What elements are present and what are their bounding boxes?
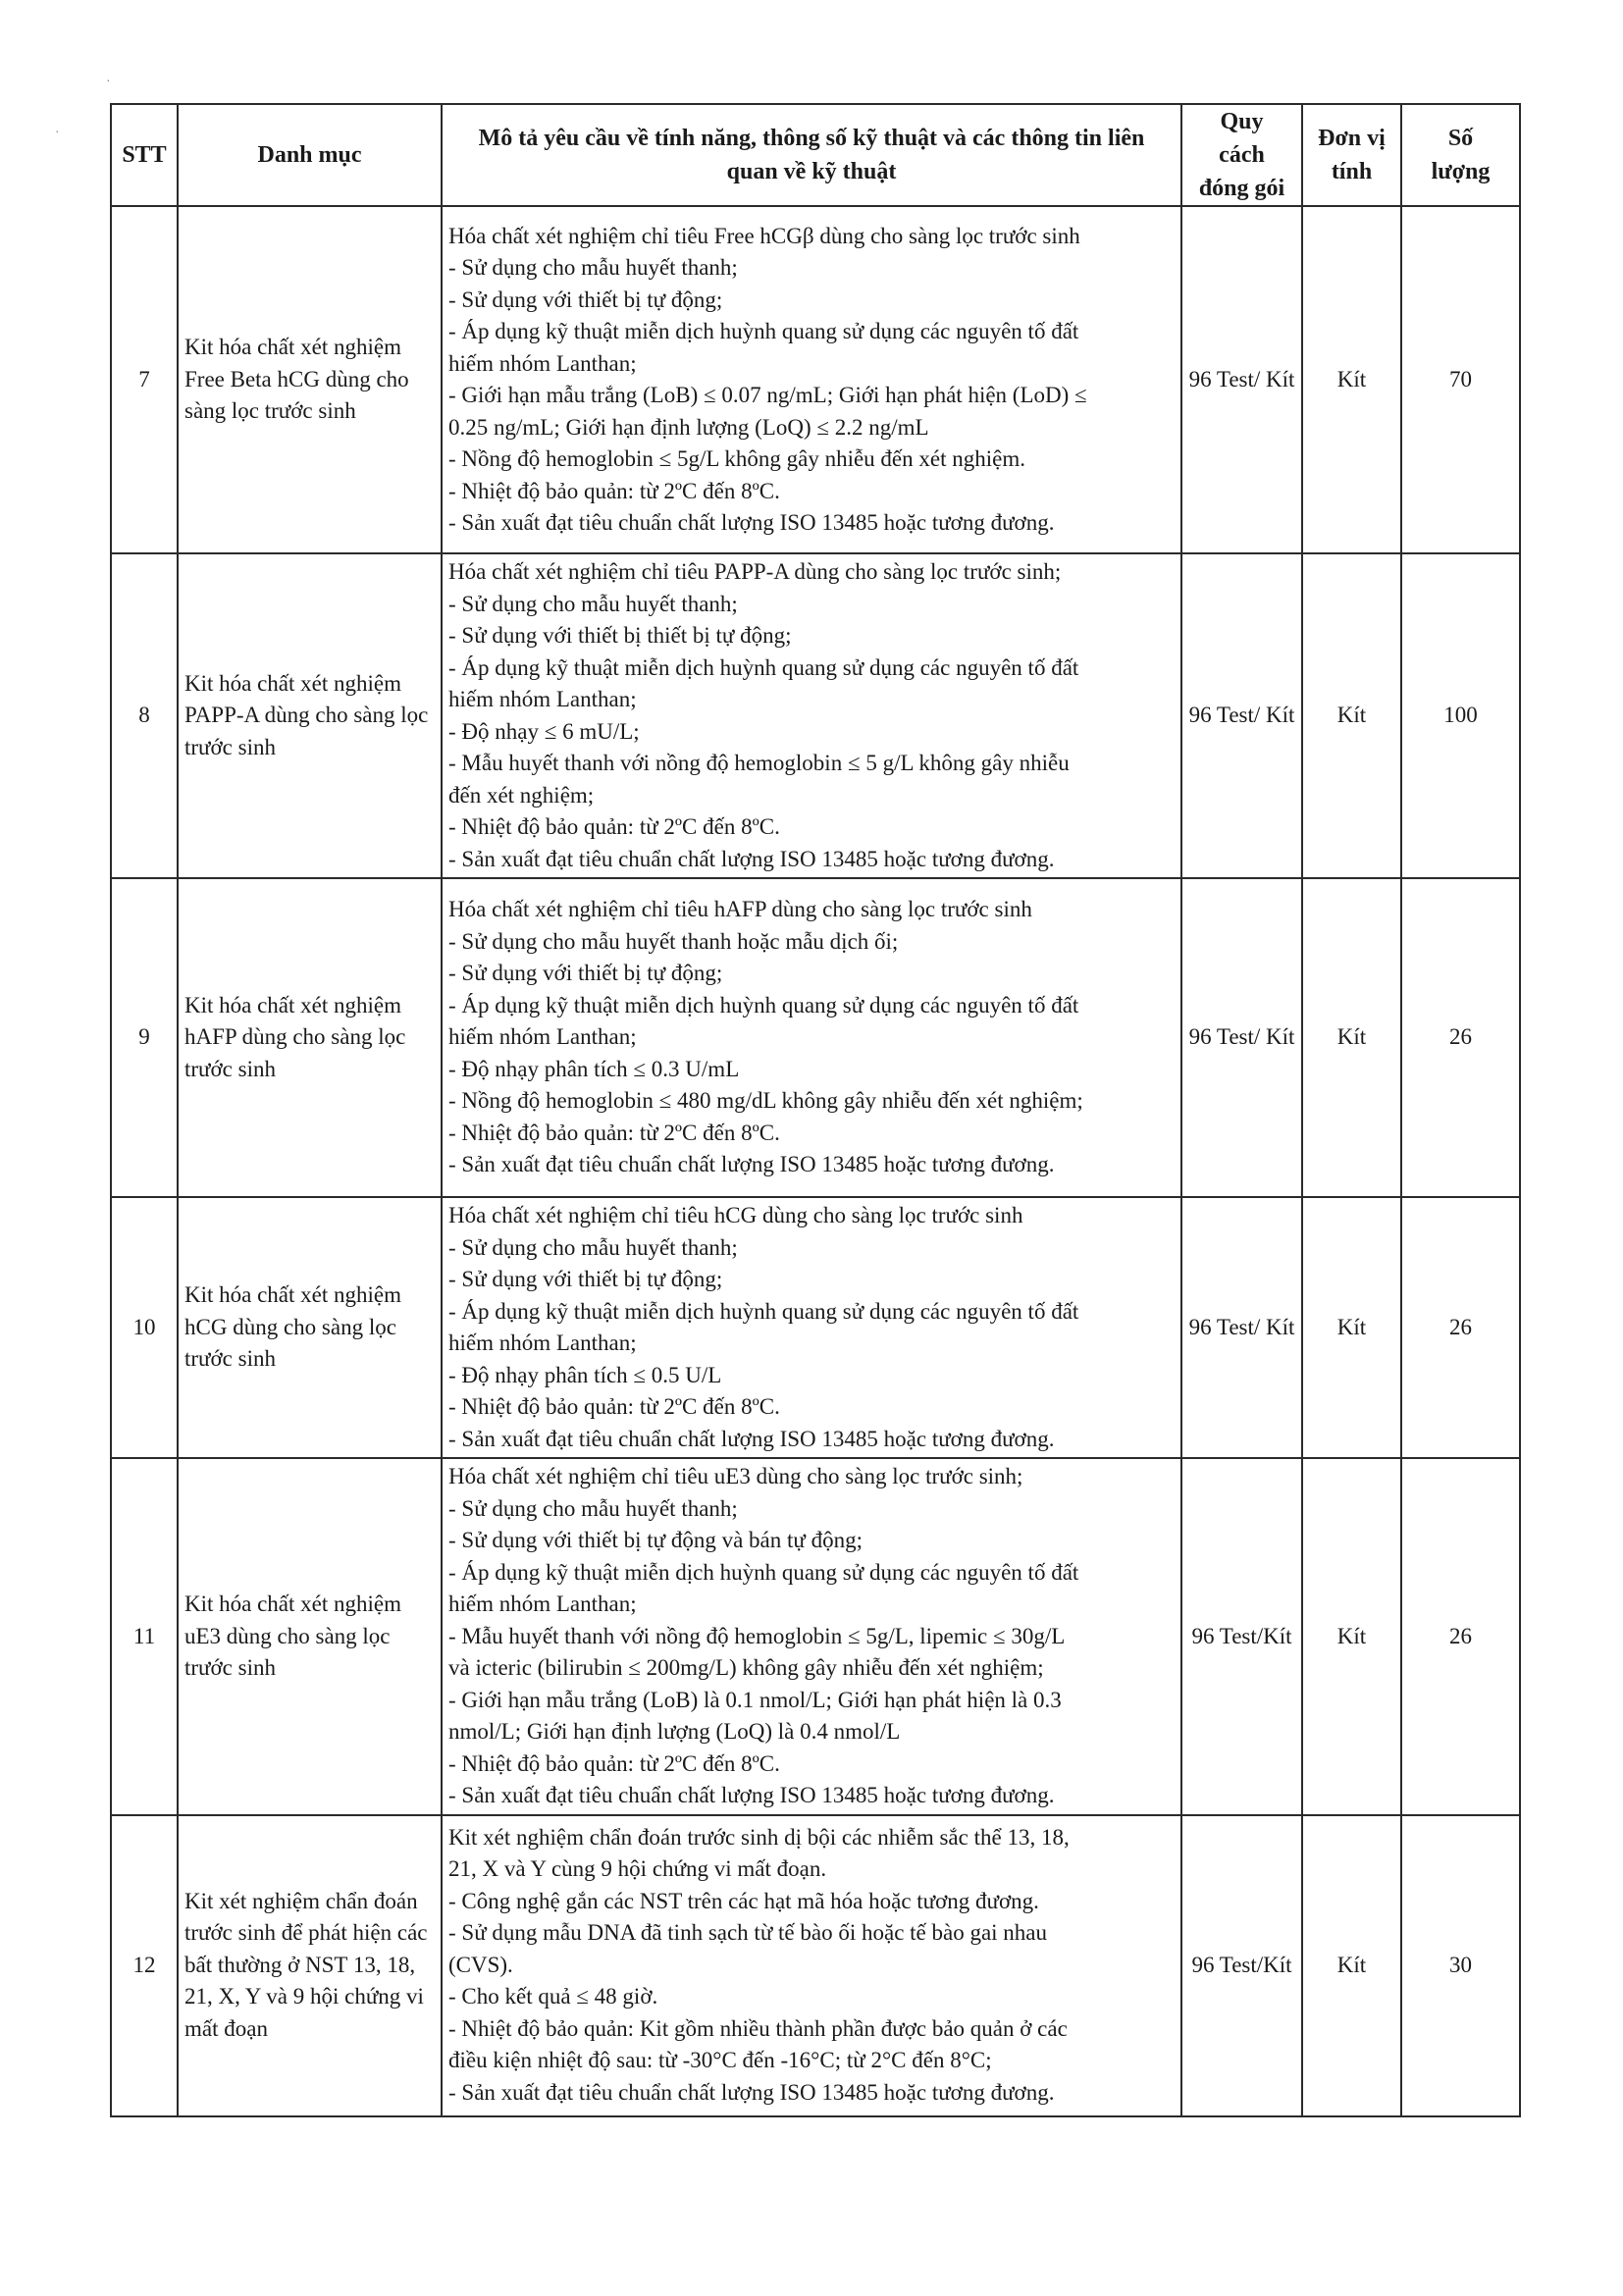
description-line: - Sử dụng với thiết bị tự động và bán tự động;	[448, 1528, 864, 1552]
row-description	[442, 206, 1181, 553]
description-line: (CVS).	[448, 1952, 513, 1977]
description-line: Hóa chất xét nghiệm chỉ tiêu hCG dùng cho sàng lọc trước sinh	[448, 1203, 1023, 1227]
description-line: - Sử dụng với thiết bị thiết bị tự động;	[448, 623, 792, 648]
row-unit: Kít	[1302, 553, 1401, 878]
description-line: - Áp dụng kỹ thuật miễn dịch huỳnh quang sử dụng các nguyên tố đất	[448, 654, 1079, 680]
description-line: - Nhiệt độ bảo quản: từ 2ºC đến 8ºC.	[448, 814, 780, 839]
row-quantity: 100	[1401, 553, 1520, 878]
description-line: - Sản xuất đạt tiêu chuẩn chất lượng ISO 13485 hoặc tương đương.	[448, 510, 1055, 535]
description-line: hiếm nhóm Lanthan;	[448, 1592, 637, 1616]
row-unit: Kít	[1302, 1458, 1401, 1815]
description-line: - Sử dụng cho mẫu huyết thanh;	[448, 255, 738, 280]
description-line: đến xét nghiệm;	[448, 782, 595, 808]
description-line: hiếm nhóm Lanthan;	[448, 687, 637, 711]
description-line: - Mẫu huyết thanh với nồng độ hemoglobin ≤ 5g/L, lipemic ≤ 30g/L	[448, 1623, 1066, 1648]
header-row	[111, 104, 1520, 206]
row-quantity: 26	[1401, 878, 1520, 1197]
row-description	[442, 553, 1181, 878]
description-line: - Nồng độ hemoglobin ≤ 5g/L không gây nhiễu đến xét nghiệm.	[448, 446, 1025, 471]
row-stt: 7	[111, 206, 178, 553]
description-line: - Mẫu huyết thanh với nồng độ hemoglobin ≤ 5 g/L không gây nhiễu	[448, 751, 1070, 775]
row-quantity: 70	[1401, 206, 1520, 553]
description-line: - Cho kết quả ≤ 48 giờ.	[448, 1984, 658, 2009]
row-packaging: 96 Test/ Kít	[1181, 206, 1302, 553]
description-line: nmol/L; Giới hạn định lượng (LoQ) là 0.4 nmol/L	[448, 1719, 901, 1744]
row-category-name: Kit hóa chất xét nghiệm hAFP dùng cho sàng lọc trước sinh	[178, 878, 442, 1197]
scan-speck: ·	[55, 126, 60, 140]
description-line: - Sử dụng cho mẫu huyết thanh;	[448, 1495, 738, 1521]
description-line: - Sản xuất đạt tiêu chuẩn chất lượng ISO 13485 hoặc tương đương.	[448, 2079, 1055, 2105]
row-packaging: 96 Test/Kít	[1181, 1458, 1302, 1815]
description-line: - Sử dụng cho mẫu huyết thanh;	[448, 1234, 738, 1260]
description-line: Hóa chất xét nghiệm chỉ tiêu hAFP dùng cho sàng lọc trước sinh	[448, 897, 1032, 922]
description-line: - Giới hạn mẫu trắng (LoB) ≤ 0.07 ng/mL; Giới hạn phát hiện (LoD) ≤	[448, 383, 1087, 407]
description-line: - Sử dụng cho mẫu huyết thanh hoặc mẫu dịch ối;	[448, 928, 899, 954]
description-line: - Sản xuất đạt tiêu chuẩn chất lượng ISO 13485 hoặc tương đương.	[448, 1426, 1055, 1451]
description-line: - Nhiệt độ bảo quản: từ 2ºC đến 8ºC.	[448, 1120, 780, 1145]
row-description	[442, 1815, 1181, 2116]
description-line: - Áp dụng kỹ thuật miễn dịch huỳnh quang sử dụng các nguyên tố đất	[448, 1298, 1079, 1324]
description-line: hiếm nhóm Lanthan;	[448, 1331, 637, 1355]
description-line: - Độ nhạy ≤ 6 mU/L;	[448, 718, 640, 744]
header-stt: STT	[111, 104, 178, 206]
description-line: - Sản xuất đạt tiêu chuẩn chất lượng ISO 13485 hoặc tương đương.	[448, 846, 1055, 871]
row-unit: Kít	[1302, 878, 1401, 1197]
description-line: - Sử dụng mẫu DNA đã tinh sạch từ tế bào ối hoặc tế bào gai nhau	[448, 1920, 1048, 1946]
description-line: - Áp dụng kỹ thuật miễn dịch huỳnh quang sử dụng các nguyên tố đất	[448, 992, 1079, 1018]
description-line: - Độ nhạy phân tích ≤ 0.3 U/mL	[448, 1056, 740, 1081]
description-line: Hóa chất xét nghiệm chỉ tiêu Free hCGβ dùng cho sàng lọc trước sinh	[448, 223, 1080, 248]
row-category-name: Kit hóa chất xét nghiệm uE3 dùng cho sàng lọc trước sinh	[178, 1458, 442, 1815]
row-description	[442, 878, 1181, 1197]
row-stt: 9	[111, 878, 178, 1197]
row-unit: Kít	[1302, 1197, 1401, 1458]
row-quantity: 30	[1401, 1815, 1520, 2116]
header-category: Danh mục	[178, 104, 442, 206]
row-stt: 10	[111, 1197, 178, 1458]
description-line: - Sản xuất đạt tiêu chuẩn chất lượng ISO 13485 hoặc tương đương.	[448, 1783, 1055, 1807]
description-line: - Nhiệt độ bảo quản: từ 2ºC đến 8ºC.	[448, 1750, 780, 1776]
description-line: và icteric (bilirubin ≤ 200mg/L) không gây nhiễu đến xét nghiệm;	[448, 1655, 1044, 1680]
description-line: - Áp dụng kỹ thuật miễn dịch huỳnh quang sử dụng các nguyên tố đất	[448, 1559, 1079, 1585]
description-line: - Nhiệt độ bảo quản: từ 2ºC đến 8ºC.	[448, 478, 780, 503]
row-unit: Kít	[1302, 1815, 1401, 2116]
description-line: - Sử dụng với thiết bị tự động;	[448, 287, 723, 312]
description-line: - Nhiệt độ bảo quản: từ 2ºC đến 8ºC.	[448, 1394, 780, 1419]
row-stt: 8	[111, 553, 178, 878]
table-row	[111, 553, 1520, 878]
row-quantity: 26	[1401, 1197, 1520, 1458]
row-packaging: 96 Test/ Kít	[1181, 1197, 1302, 1458]
description-line: - Sử dụng với thiết bị tự động;	[448, 1267, 723, 1291]
description-line: Kit xét nghiệm chẩn đoán trước sinh dị bội các nhiễm sắc thể 13, 18,	[448, 1824, 1070, 1850]
description-line: - Nồng độ hemoglobin ≤ 480 mg/dL không gây nhiễu đến xét nghiệm;	[448, 1088, 1083, 1114]
description-line: điều kiện nhiệt độ sau: từ -30°C đến -16°C; từ 2°C đến 8°C;	[448, 2048, 992, 2073]
row-stt: 11	[111, 1458, 178, 1815]
table-row	[111, 206, 1520, 553]
row-unit: Kít	[1302, 206, 1401, 553]
row-description	[442, 1458, 1181, 1815]
description-line: - Giới hạn mẫu trắng (LoB) là 0.1 nmol/L; Giới hạn phát hiện là 0.3	[448, 1687, 1062, 1712]
row-stt: 12	[111, 1815, 178, 2116]
description-line: - Sản xuất đạt tiêu chuẩn chất lượng ISO 13485 hoặc tương đương.	[448, 1152, 1055, 1177]
row-description	[442, 1197, 1181, 1458]
header-packaging: Quy cách đóng gói	[1181, 104, 1302, 206]
description-line: - Công nghệ gắn các NST trên các hạt mã hóa hoặc tương đương.	[448, 1888, 1039, 1913]
table-row	[111, 1197, 1520, 1458]
description-line: - Sử dụng cho mẫu huyết thanh;	[448, 591, 738, 616]
row-packaging: 96 Test/Kít	[1181, 1815, 1302, 2116]
description-line: hiếm nhóm Lanthan;	[448, 1024, 637, 1050]
description-line: - Độ nhạy phân tích ≤ 0.5 U/L	[448, 1362, 722, 1387]
row-category-name: Kit hóa chất xét nghiệm PAPP-A dùng cho sàng lọc trước sinh	[178, 553, 442, 878]
row-category-name: Kit hóa chất xét nghiệm hCG dùng cho sàng lọc trước sinh	[178, 1197, 442, 1458]
scan-speck: ·	[106, 75, 111, 89]
description-line: Hóa chất xét nghiệm chỉ tiêu uE3 dùng cho sàng lọc trước sinh;	[448, 1464, 1023, 1488]
header-unit: Đơn vị tính	[1302, 104, 1401, 206]
header-quantity: Số lượng	[1401, 104, 1520, 206]
row-packaging: 96 Test/ Kít	[1181, 878, 1302, 1197]
header-description: Mô tả yêu cầu về tính năng, thông số kỹ thuật và các thông tin liên quan về kỹ thuật	[442, 104, 1181, 206]
table-row	[111, 1458, 1520, 1815]
row-category-name: Kit xét nghiệm chẩn đoán trước sinh để phát hiện các bất thường ở NST 13, 18, 21, X, Y và 9 hội chứng vi mất đoạn	[178, 1815, 442, 2116]
description-line: 21, X và Y cùng 9 hội chứng vi mất đoạn.	[448, 1856, 827, 1882]
row-packaging: 96 Test/ Kít	[1181, 553, 1302, 878]
description-line: hiếm nhóm Lanthan;	[448, 350, 637, 376]
specification-table	[110, 103, 1521, 2117]
description-line: Hóa chất xét nghiệm chỉ tiêu PAPP-A dùng cho sàng lọc trước sinh;	[448, 559, 1062, 584]
table-row	[111, 1815, 1520, 2116]
description-line: 0.25 ng/mL; Giới hạn định lượng (LoQ) ≤ 2.2 ng/mL	[448, 414, 929, 440]
description-line: - Sử dụng với thiết bị tự động;	[448, 961, 723, 986]
description-line: - Nhiệt độ bảo quản: Kit gồm nhiều thành phần được bảo quản ở các	[448, 2015, 1068, 2041]
description-line: - Áp dụng kỹ thuật miễn dịch huỳnh quang sử dụng các nguyên tố đất	[448, 319, 1079, 343]
table-row	[111, 878, 1520, 1197]
row-quantity: 26	[1401, 1458, 1520, 1815]
row-category-name: Kit hóa chất xét nghiệm Free Beta hCG dùng cho sàng lọc trước sinh	[178, 206, 442, 553]
